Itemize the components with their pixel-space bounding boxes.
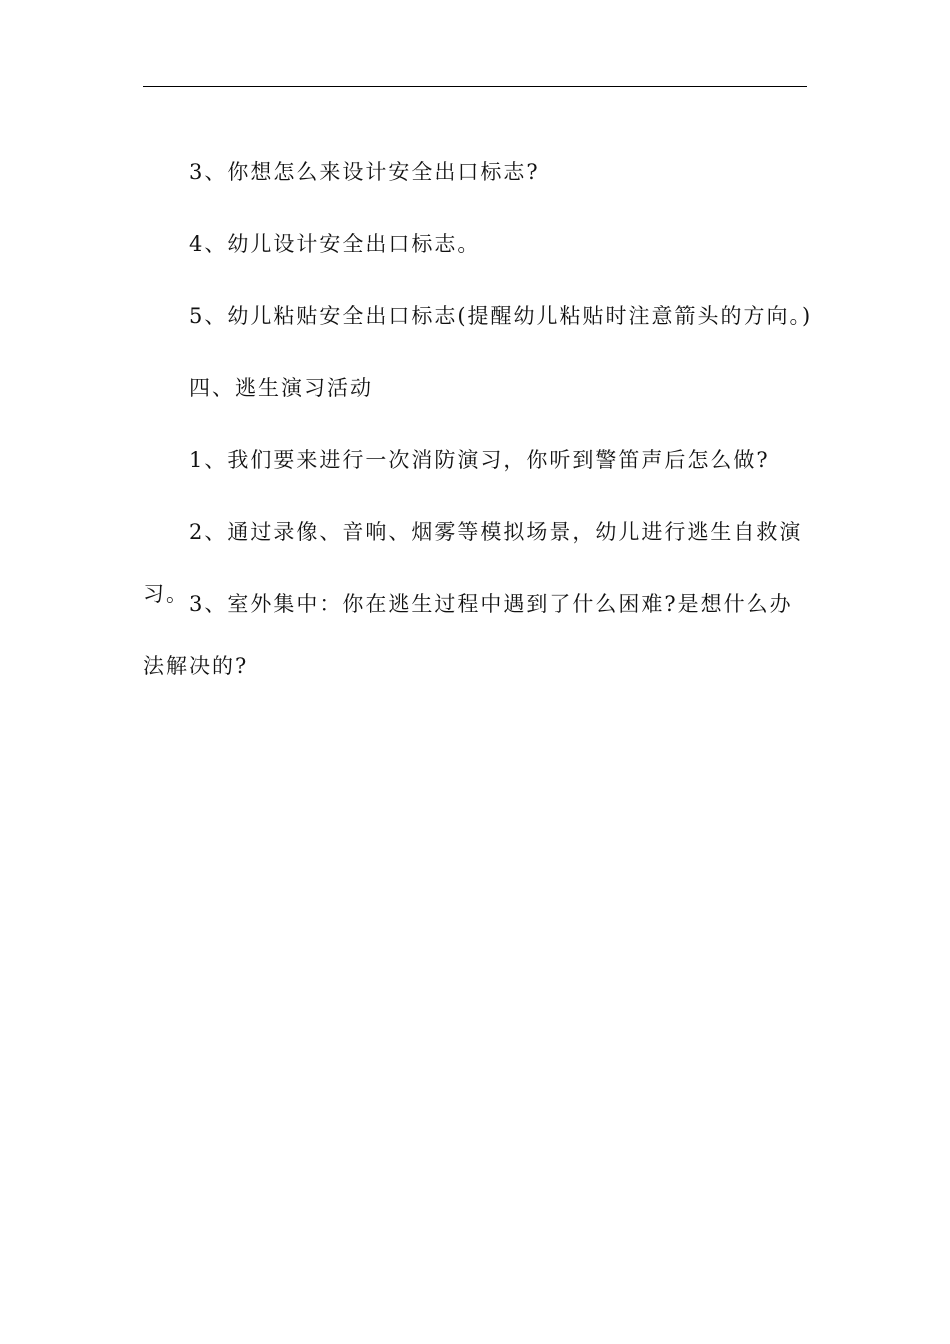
paragraph-step-5-paste-sign: 5、幼儿粘贴安全出口标志(提醒幼儿粘贴时注意箭头的方向。) (189, 304, 813, 328)
section-heading-escape-drill: 四、逃生演习活动 (189, 376, 373, 400)
header-rule (143, 86, 807, 87)
paragraph-drill-step-3: 3、室外集中：你在逃生过程中遇到了什么困难?是想什么办法解决的? (143, 592, 793, 678)
paragraph-step-4-design-sign: 4、幼儿设计安全出口标志。 (189, 232, 481, 256)
paragraph-drill-step-2: 2、通过录像、音响、烟雾等模拟场景，幼儿进行逃生自救演习。 (143, 520, 803, 606)
paragraph-drill-step-1: 1、我们要来进行一次消防演习，你听到警笛声后怎么做? (189, 448, 770, 472)
paragraph-step-3-design-question: 3、你想怎么来设计安全出口标志? (189, 160, 540, 184)
